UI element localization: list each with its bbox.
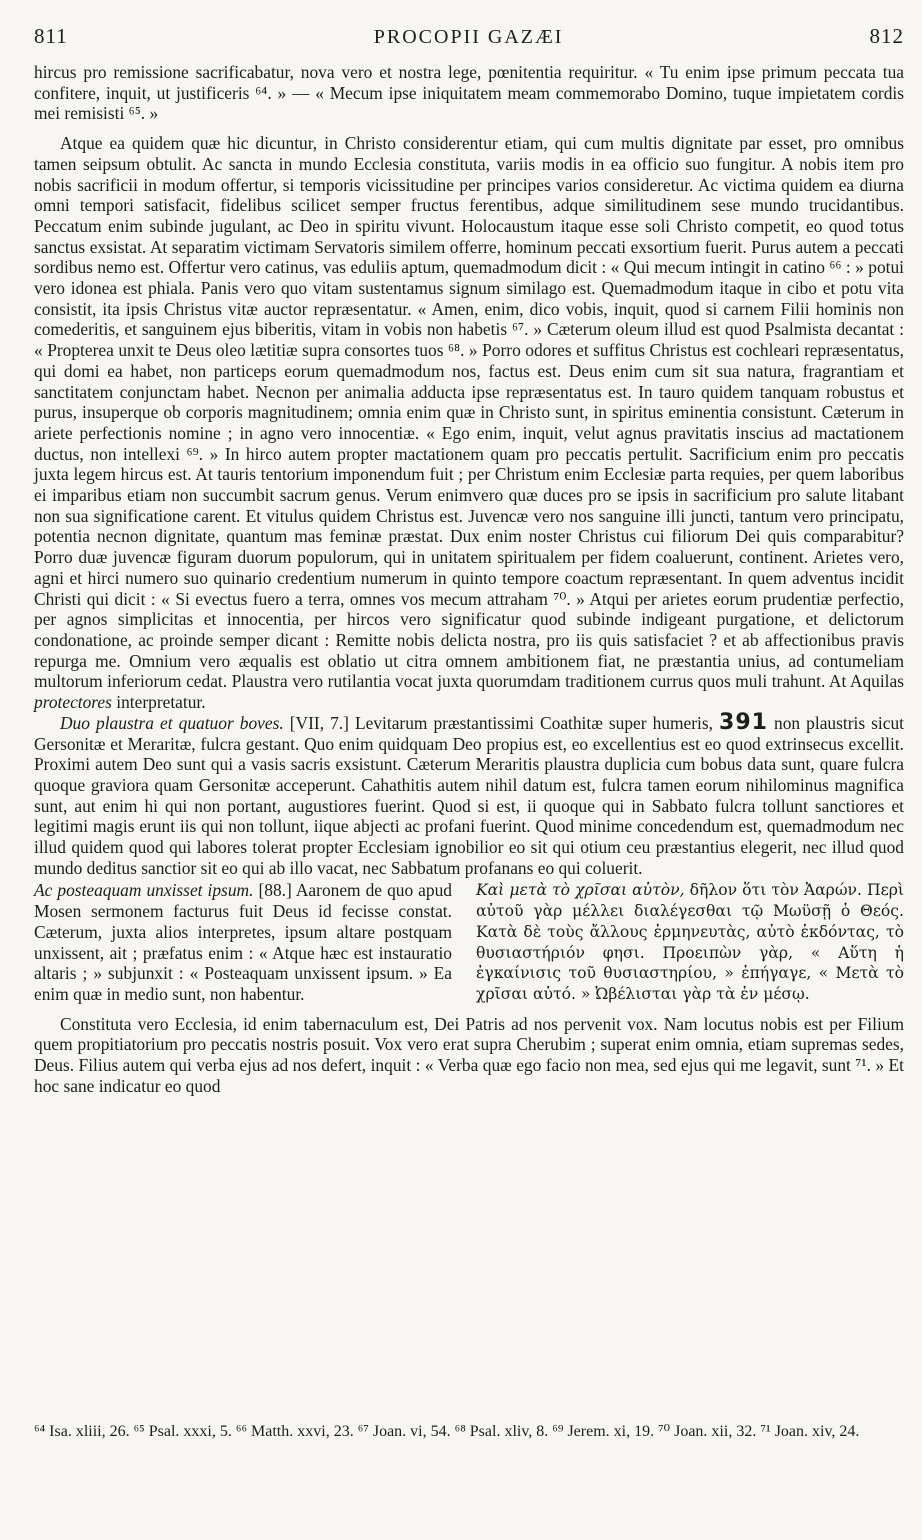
greek-lemma: Καὶ μετὰ τὸ χρῖσαι αὐτὸν, [476, 881, 685, 900]
footnotes: ⁶⁴ Isa. xliii, 26. ⁶⁵ Psal. xxxi, 5. ⁶⁶ Matth. xxvi, 23. ⁶⁷ Joan. vi, 54. ⁶⁸ Psal. xliv, 8. ⁶⁹ Jerem. xi, 19. ⁷⁰ Joan. xii, 32. ⁷¹ Joan. xiv, 24. [34, 1423, 860, 1440]
running-title: PROCOPII GAZÆI [373, 26, 564, 48]
paragraph-1: hircus pro remissione sacrificabatur, nova vero et nostra lege, pœnitentia requiritur. « Tu enim ipse primum peccata tua confitere, inquit, ut justificeris ⁶⁴. » — « Mecum ipse iniquitatem meam commemorabo Domino, tuque impietatem cordis mei remisisti ⁶⁵. » [34, 62, 904, 124]
reference-vii-7: [VII, 7.] [289, 712, 349, 733]
left-column-number: 811 [34, 24, 68, 48]
right-column-number: 812 [869, 24, 904, 48]
parallel-columns [34, 880, 904, 1004]
paragraph-3-text-a: Levitarum præstantissimi Coathitæ super humeris, [355, 712, 713, 733]
latin-reference: [88.] [258, 880, 292, 901]
lemma-duo-plaustra: Duo plaustra et quatuor boves. [60, 712, 284, 733]
paragraph-2-tail: interpretatur. [116, 692, 206, 713]
paragraph-3-text-b: non plaustris sicut Gersonitæ et Meraritæ, fulcra gestant. Quo enim quidquam Deo propius est, eo excellentius est eo quod extrinsecus excellit. Proximi autem Deo sunt qui a vasis sacris exsistunt. Cæterum Meraritis plaustra duplicia cum bobus data sunt, quare fulcra quoque graviora quam Gersonitæ acceperunt. Cahathitis autem nihil datum est, fulcra tamen eorum nihilominus magnifica sunt, aut enim hi qui non portant, augustiores fuerint. Quod si est, ii quoque qui in Sabbato fulcra tollunt sanctiores et legitimi magis erunt iis qui non tollunt, iique abjecti ac profani fuerint. Quod minime concedendum est, quemadmodum nec illud quidem quod qui labores tolerat propter Ecclesiam ignobilior eo sit qui otium ceu præstantius elegerit, nec illud quod mundo deditus sanctior sit eo qui ab illo vacat, nec Sabbatum profanans eo qui coluerit. [34, 712, 904, 878]
paragraph-2-text: Atque ea quidem quæ hic dicuntur, in Christo considerentur etiam, qui cum multis dignitate par esset, pro omnibus tamen seipsum obtulit. Ac sancta in mundo Ecclesia constituta, variis modis in ea officio suo fungitur. A nobis item pro nobis sacrificii in modum offertur, si temporis vicissitudine per principes varios consideretur. Ac victima quidem ea diurna omni tempori satisfacit, fidelibus scilicet semper fructus ferentibus, adque similitudinem sese mundo trucidantibus. Peccatum enim subinde jugulant, ac Deo in spiritu vivunt. Holocaustum itaque esse soli Christo competit, eo quod totus sanctus exsistat. At separatim victimam Servatoris similem offerre, hominum peccati exsortium fuerit. Purus autem a peccati sordibus nemo est. Offertur vero catinus, vas eduliis aptum, quemadmodum dicit : « Qui mecum intingit in catino ⁶⁶ : » potui vero idonea est phiala. Panis vero quo vitam sustentamus signum similago est. Quemadmodum itaque in cibo et potu vita consistit, ita ipsis Christus vitæ auctor repræsentatur. « Amen, enim, dico vobis, inquit, quod si carnem Filii hominis non comederitis, et sanguinem ejus biberitis, vitam in vobis non habetis ⁶⁷. » Cæterum oleum illud est quod Psalmista decantat : « Propterea unxit te Deus oleo lætitiæ supra consortes tuos ⁶⁸. » Porro odores et suffitus Christus est cochleari repræsentatus, qui domi ea habet, non particeps eorum quemadmodum nos, factus est. Deus enim cum sit sua natura, fragrantiam et sanctitatem conjunctam habet. Necnon per animalia adducta ipse repræsentatus est. In tauro quidem tanquam robustus et purus, insuperque ob corporis magnitudinem; omnia enim quæ in Christo sunt, in spiritus eminentia consistunt. Cæterum in ariete perfectionis nomine ; in agno vero innocentiæ. « Ego enim, inquit, velut agnus pravitatis inscius ad mactationem ductus, non intellexi ⁶⁹. » In hirco autem propter mactationem quam pro peccatis pertulit. Sacrificium enim pro peccatis juxta legem hircus est. At tauris tentorium imponendum fuit ; per Christum enim Ecclesiæ parta requies, per quem laboribus ei imparibus etiam non succumbit sacrum genus. Verum enimvero quæ duces pro se ipsis in sacrificium pro salute litabant non sua significatione carent. Et vitulus quidem Christus est. Juvencæ vero nos sanguine illi juncti, tantum vero principatu, potentia necnon dignitate, quantum mas feminæ præstat. Dux enim noster Christus cui filiorum Dei quis comparabitur? Porro duæ juvencæ figuram duorum populorum, qui in unitatem spiritualem per fidem coaluerunt, continent. Arietes vero, agni et hirci numero suo quinario credentium numerum in quinto tempore coactum repræsentant. In quem adventus incidit Christi qui dicit : « Si evectus fuero a terra, omnes vos mecum attraham ⁷⁰. » Atqui per arietes eorum prudentiæ perfectio, per agnos simplicitas et innocentia, per hircos vero significatur quod subinde indigeant purgatione, et delictorum condonatione, ac proinde semper dicant : Remitte nobis delicta nostra, pro iis quis satisfaciet ? et ab affectionibus pravis repurga me. Omnium vero æqualis est oblatio ut citra omnem ambitionem fiat, ne præstantia unius, ad contumeliam multorum inferiorum cedat. Plaustra vero rutilantia vocat juxta quorumdam traditionem currus quos muli trahunt. At Aquilas [34, 133, 904, 692]
greek-column-text: δῆλον ὅτι τὸν Ἀαρών. Περὶ αὐτοῦ γὰρ μέλλει διαλέγεσθαι τῷ Μωϋσῇ ὁ Θεός. Κατὰ δὲ τοὺς ἄλλους ἑρμηνευτὰς, αὐτὸ ἐκδόντας, τὸ θυσιαστήριόν φησι. Προειπὼν γὰρ, « Αὕτη ἡ ἐγκαίνισις τοῦ θυσιαστηρίου, » ἐπήγαγε, « Μετὰ τὸ χρῖσαι αὐτό. » Ὠβέλισται γὰρ τὰ ἐν μέσῳ. [476, 881, 904, 1003]
paragraph-2-italic: protectores [34, 692, 112, 713]
running-header [34, 24, 904, 52]
main-text [34, 62, 904, 1096]
latin-column-text: Aaronem de quo apud Mosen sermonem facturus fuit Deus id fecisse constat. Cæterum, juxta alios interpretes, ipsum altare postquam unxissent, ait ; præfatus enim : « Atque hæc est instauratio altaris ; » subjunxit : « Posteaquam unxissent ipsum. » Ea enim quæ in medio sunt, non habentur. [34, 880, 452, 1004]
paragraph-4: Constituta vero Ecclesia, id enim tabernaculum est, Dei Patris ad nos pervenit vox. Nam locutus nobis est per Filium quem propitiatorium pro peccatis nostris posuit. Vox vero erat supra Cherubim ; superat enim omnia, etiam supremas sedes, Deus. Filius autem qui verba ejus ad nos defert, inquit : « Verba quæ ego facio non mea, sed ejus qui me legavit, sunt ⁷¹. » Et hoc sane indicatur eo quod [34, 1013, 904, 1096]
greek-column [476, 880, 904, 1004]
paragraph-3 [34, 709, 904, 879]
latin-column [34, 880, 452, 1004]
paragraph-2 [34, 133, 904, 713]
column-marker: 391 [719, 709, 768, 735]
latin-lemma: Ac posteaquam unxisset ipsum. [34, 880, 254, 901]
